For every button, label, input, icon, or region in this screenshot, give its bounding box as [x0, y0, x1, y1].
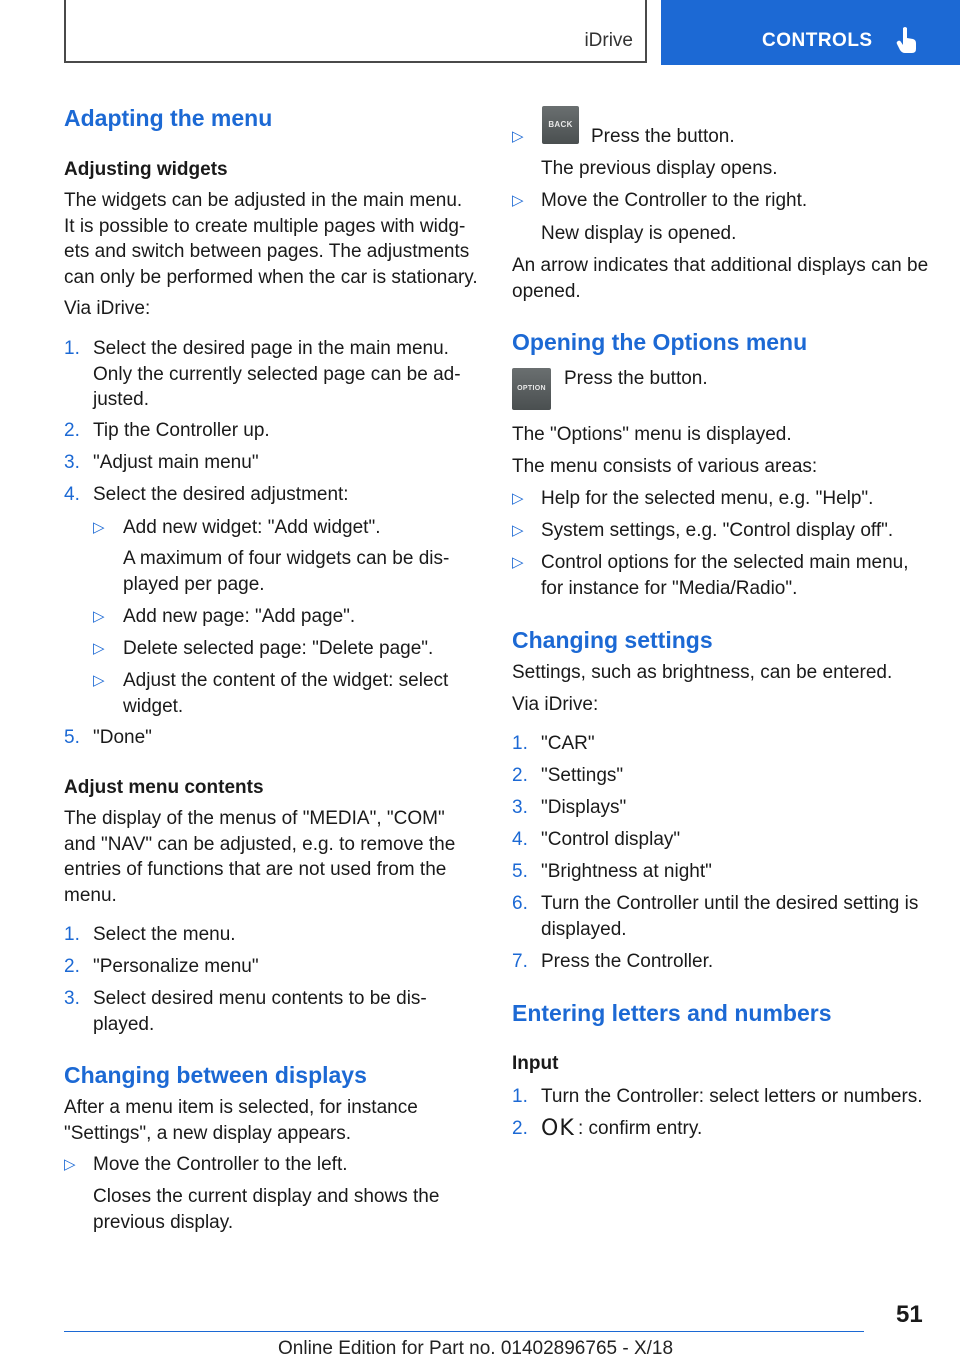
text-line: Turn the Controller until the desired setting is [541, 893, 919, 914]
text-line: "Personalize menu" [93, 956, 259, 977]
options-p1: The "Options" menu is displayed. [512, 424, 792, 445]
back-button-icon: BACK [542, 106, 579, 144]
list-number: 6. [512, 893, 528, 914]
via-idrive-1: Via iDrive: [64, 298, 151, 319]
triangle-bullet-icon: ▷ [93, 640, 105, 657]
header-chapter-title: CONTROLS [762, 30, 873, 51]
options-p2: The menu consists of various areas: [512, 456, 818, 477]
text-line: Add new widget: "Add widget". [123, 517, 381, 538]
list-number: 7. [512, 951, 528, 972]
heading-changing-settings: Changing settings [512, 627, 713, 653]
right-note: New display is opened. [541, 223, 737, 244]
list-number: 5. [512, 861, 528, 882]
ok-icon: OK [541, 1116, 575, 1141]
text-line: Press the button. [591, 126, 735, 147]
text-line: played per page. [123, 573, 265, 595]
heading-changing-displays: Changing between displays [64, 1062, 367, 1088]
list-number: 2. [512, 765, 528, 786]
back-note: The previous display opens. [541, 158, 778, 179]
pointing-hand-icon [896, 26, 918, 54]
triangle-bullet-icon: ▷ [93, 672, 105, 689]
text-line: Adjust the content of the widget: select [123, 670, 449, 691]
text-line: : confirm entry. [578, 1118, 703, 1139]
text-line: menu. [64, 884, 117, 906]
menu-contents-paragraph [64, 806, 455, 908]
text-line: widget. [123, 695, 184, 717]
triangle-bullet-icon: ▷ [93, 519, 105, 536]
text-line: Select the menu. [93, 924, 236, 945]
triangle-bullet-icon: ▷ [512, 554, 524, 571]
option-button-icon: OPTION [512, 368, 551, 410]
text-line: System settings, e.g. "Control display off". [541, 520, 894, 541]
heading-adapting-menu: Adapting the menu [64, 105, 273, 131]
triangle-bullet-icon: ▷ [512, 128, 524, 145]
text-line: After a menu item is selected, for instance [64, 1097, 418, 1118]
text-line: An arrow indicates that additional displays can be [512, 255, 929, 276]
heading-options-menu: Opening the Options menu [512, 329, 808, 355]
text-line: Help for the selected menu, e.g. "Help". [541, 488, 874, 509]
heading-letters-numbers: Entering letters and numbers [512, 1000, 832, 1026]
text-line: "Settings" [541, 765, 624, 786]
list-number: 5. [64, 727, 80, 748]
triangle-bullet-icon: ▷ [93, 608, 105, 625]
text-line: and "NAV" can be adjusted, e.g. to remove the [64, 833, 456, 855]
footer-edition: Online Edition for Part no. 01402896765 - X/18 [278, 1338, 674, 1359]
list-number: 3. [64, 988, 80, 1009]
text-line: "CAR" [541, 733, 595, 754]
text-line: previous display. [93, 1211, 234, 1233]
header-section-title: iDrive [584, 30, 633, 51]
arrow-paragraph [512, 253, 928, 304]
heading-adjusting-widgets: Adjusting widgets [64, 159, 228, 180]
list-number: 4. [512, 829, 528, 850]
list-number: 2. [64, 420, 80, 441]
text-line: Only the currently selected page can be ad- [93, 363, 461, 385]
text-line: "Control display" [541, 829, 681, 850]
text-line: Move the Controller to the left. [93, 1154, 348, 1175]
triangle-bullet-icon: ▷ [64, 1156, 76, 1173]
text-line: "Adjust main menu" [93, 452, 259, 473]
text-line: It is possible to create multiple pages with widg- [64, 215, 466, 237]
option-text: Press the button. [564, 368, 708, 389]
list-number: 3. [512, 797, 528, 818]
heading-adjust-menu-contents: Adjust menu contents [64, 777, 264, 798]
text-line: Select the desired page in the main menu. [93, 338, 449, 359]
footer-divider [64, 1331, 864, 1332]
header-chapter-tab [661, 0, 960, 65]
widgets-paragraph [64, 188, 478, 290]
list-number: 4. [64, 484, 80, 505]
list-number: 2. [512, 1118, 528, 1139]
text-line: Select desired menu contents to be dis- [93, 988, 427, 1009]
list-number: 1. [512, 733, 528, 754]
text-line: "Settings", a new display appears. [64, 1122, 352, 1144]
via-idrive-2: Via iDrive: [512, 694, 599, 715]
text-line: Add new page: "Add page". [123, 606, 356, 627]
text-line: Closes the current display and shows the [93, 1186, 440, 1207]
text-line: "Brightness at night" [541, 861, 712, 882]
text-line: Control options for the selected main menu, [541, 552, 909, 573]
text-line: "Displays" [541, 797, 627, 818]
text-line: played. [93, 1013, 155, 1035]
text-line: opened. [512, 280, 581, 302]
header-section-box [64, 0, 647, 63]
text-line: justed. [93, 389, 149, 410]
triangle-bullet-icon: ▷ [512, 192, 524, 209]
text-line: The display of the menus of "MEDIA", "COM" [64, 808, 445, 829]
triangle-bullet-icon: ▷ [512, 490, 524, 507]
text-line: The widgets can be adjusted in the main menu. [64, 190, 463, 211]
text-line: "Done" [93, 727, 152, 748]
text-line: Move the Controller to the right. [541, 190, 808, 211]
text-line: Select the desired adjustment: [93, 484, 349, 505]
text-line: Delete selected page: "Delete page". [123, 638, 434, 659]
text-line: can only be performed when the car is stationary. [64, 266, 478, 288]
text-line: ets and switch between pages. The adjustments [64, 241, 470, 262]
list-number: 1. [64, 338, 80, 359]
triangle-bullet-icon: ▷ [512, 522, 524, 539]
list-number: 2. [64, 956, 80, 977]
text-line: for instance for "Media/Radio". [541, 577, 798, 599]
text-line: entries of functions that are not used from the [64, 859, 447, 880]
text-line: Press the Controller. [541, 951, 714, 972]
list-number: 1. [64, 924, 80, 945]
changing-paragraph [64, 1095, 418, 1146]
text-line: displayed. [541, 918, 627, 940]
text-line: Turn the Controller: select letters or numbers. [541, 1086, 923, 1107]
page-number: 51 [896, 1301, 923, 1328]
text-line: Tip the Controller up. [93, 420, 270, 441]
text-line: A maximum of four widgets can be dis- [123, 548, 450, 569]
heading-input: Input [512, 1053, 559, 1074]
list-number: 1. [512, 1086, 528, 1107]
settings-paragraph: Settings, such as brightness, can be entered. [512, 662, 893, 683]
list-number: 3. [64, 452, 80, 473]
